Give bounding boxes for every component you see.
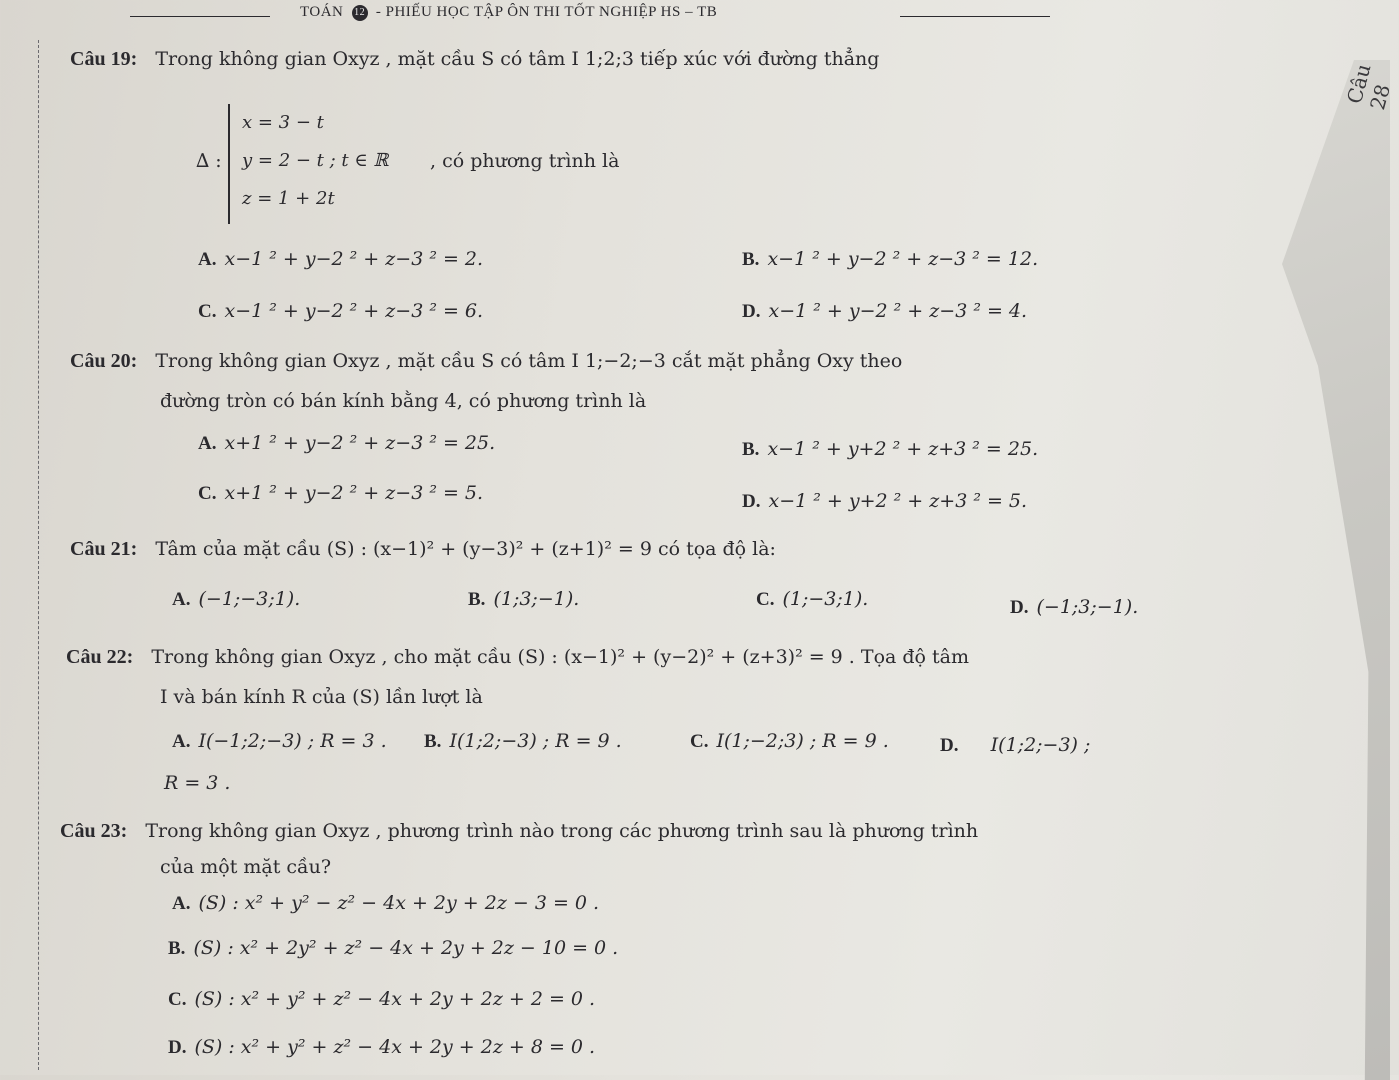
q22-label: Câu 22: <box>66 646 134 668</box>
q19-option-b[interactable]: B. x−1 ² + y−2 ² + z−3 ² = 12. <box>742 248 1039 270</box>
q23-stem <box>60 820 978 843</box>
q19-option-a[interactable]: A. x−1 ² + y−2 ² + z−3 ² = 2. <box>198 248 484 270</box>
q22-line1: Trong không gian Oxyz , cho mặt cầu (S) : (x−1)² + (y−2)² + (z+3)² = 9 . Tọa độ tâm <box>151 646 969 668</box>
q23-option-d[interactable]: D. (S) : x² + y² + z² − 4x + 2y + 2z + 8 = 0 . <box>168 1036 596 1058</box>
next-page-text: Câu 28 <box>1342 61 1395 113</box>
q21-stem <box>70 538 776 561</box>
q22-line2: I và bán kính R của (S) lần lượt là <box>160 686 483 708</box>
q21-label: Câu 21: <box>70 538 138 560</box>
q19-option-d[interactable]: D. x−1 ² + y−2 ² + z−3 ² = 4. <box>742 300 1028 322</box>
q21-option-c[interactable]: C. (1;−3;1). <box>756 588 869 610</box>
header-subject: TOÁN <box>300 4 344 20</box>
q20-option-a[interactable]: A. x+1 ² + y−2 ² + z−3 ² = 25. <box>198 432 496 454</box>
grade-badge: 12 <box>352 5 368 21</box>
page-header <box>0 4 1383 26</box>
q22-option-d-cont: R = 3 . <box>164 772 231 794</box>
q19-sys-line: z = 1 + 2t <box>242 188 335 209</box>
q23-line2: của một mặt cầu? <box>160 856 332 878</box>
q19-stem <box>70 48 879 71</box>
q21-option-b[interactable]: B. (1;3;−1). <box>468 588 580 610</box>
header-subtitle: - PHIẾU HỌC TẬP ÔN THI TỐT NGHIỆP HS – TB <box>375 4 718 20</box>
q21-text: Tâm của mặt cầu (S) : (x−1)² + (y−3)² + (z+1)² = 9 có tọa độ là: <box>155 538 776 560</box>
q22-option-d[interactable]: D. I(1;2;−3) ; <box>940 734 1091 756</box>
q21-option-d[interactable]: D. (−1;3;−1). <box>1010 596 1139 618</box>
q22-stem <box>66 646 969 669</box>
q19-system <box>228 104 388 224</box>
margin-line <box>38 40 39 1070</box>
q19-suffix: , có phương trình là <box>430 150 620 172</box>
q23-option-c[interactable]: C. (S) : x² + y² + z² − 4x + 2y + 2z + 2 = 0 . <box>168 988 596 1010</box>
q19-sys-line: y = 2 − t ; t ∈ ℝ <box>242 150 389 171</box>
q23-label: Câu 23: <box>60 820 128 842</box>
q19-delta: ∆ : <box>196 150 222 172</box>
q23-line1: Trong không gian Oxyz , phương trình nào trong các phương trình sau là phương trình <box>145 820 979 842</box>
q19-text: Trong không gian Oxyz , mặt cầu S có tâm I 1;2;3 tiếp xúc với đường thẳng <box>155 48 880 70</box>
q23-option-a[interactable]: A. (S) : x² + y² − z² − 4x + 2y + 2z − 3 = 0 . <box>172 892 600 914</box>
q19-label: Câu 19: <box>70 48 138 70</box>
q20-option-b[interactable]: B. x−1 ² + y+2 ² + z+3 ² = 25. <box>742 438 1039 460</box>
q20-stem <box>70 350 902 373</box>
q21-option-a[interactable]: A. (−1;−3;1). <box>172 588 301 610</box>
next-page-edge <box>1210 60 1390 1080</box>
q22-option-b[interactable]: B. I(1;2;−3) ; R = 9 . <box>424 730 622 752</box>
q19-option-c[interactable]: C. x−1 ² + y−2 ² + z−3 ² = 6. <box>198 300 484 322</box>
header-rule-left <box>130 16 270 17</box>
q20-option-d[interactable]: D. x−1 ² + y+2 ² + z+3 ² = 5. <box>742 490 1028 512</box>
q19-sys-line: x = 3 − t <box>242 112 324 133</box>
q20-label: Câu 20: <box>70 350 138 372</box>
header-rule-right <box>900 16 1050 17</box>
q20-line2: đường tròn có bán kính bằng 4, có phương trình là <box>160 390 647 412</box>
q20-option-c[interactable]: C. x+1 ² + y−2 ² + z−3 ² = 5. <box>198 482 484 504</box>
header-title <box>300 4 717 21</box>
q20-line1: Trong không gian Oxyz , mặt cầu S có tâm I 1;−2;−3 cắt mặt phẳng Oxy theo <box>155 350 903 372</box>
q22-option-a[interactable]: A. I(−1;2;−3) ; R = 3 . <box>172 730 387 752</box>
q23-option-b[interactable]: B. (S) : x² + 2y² + z² − 4x + 2y + 2z − 10 = 0 . <box>168 937 619 959</box>
q22-option-c[interactable]: C. I(1;−2;3) ; R = 9 . <box>690 730 889 752</box>
